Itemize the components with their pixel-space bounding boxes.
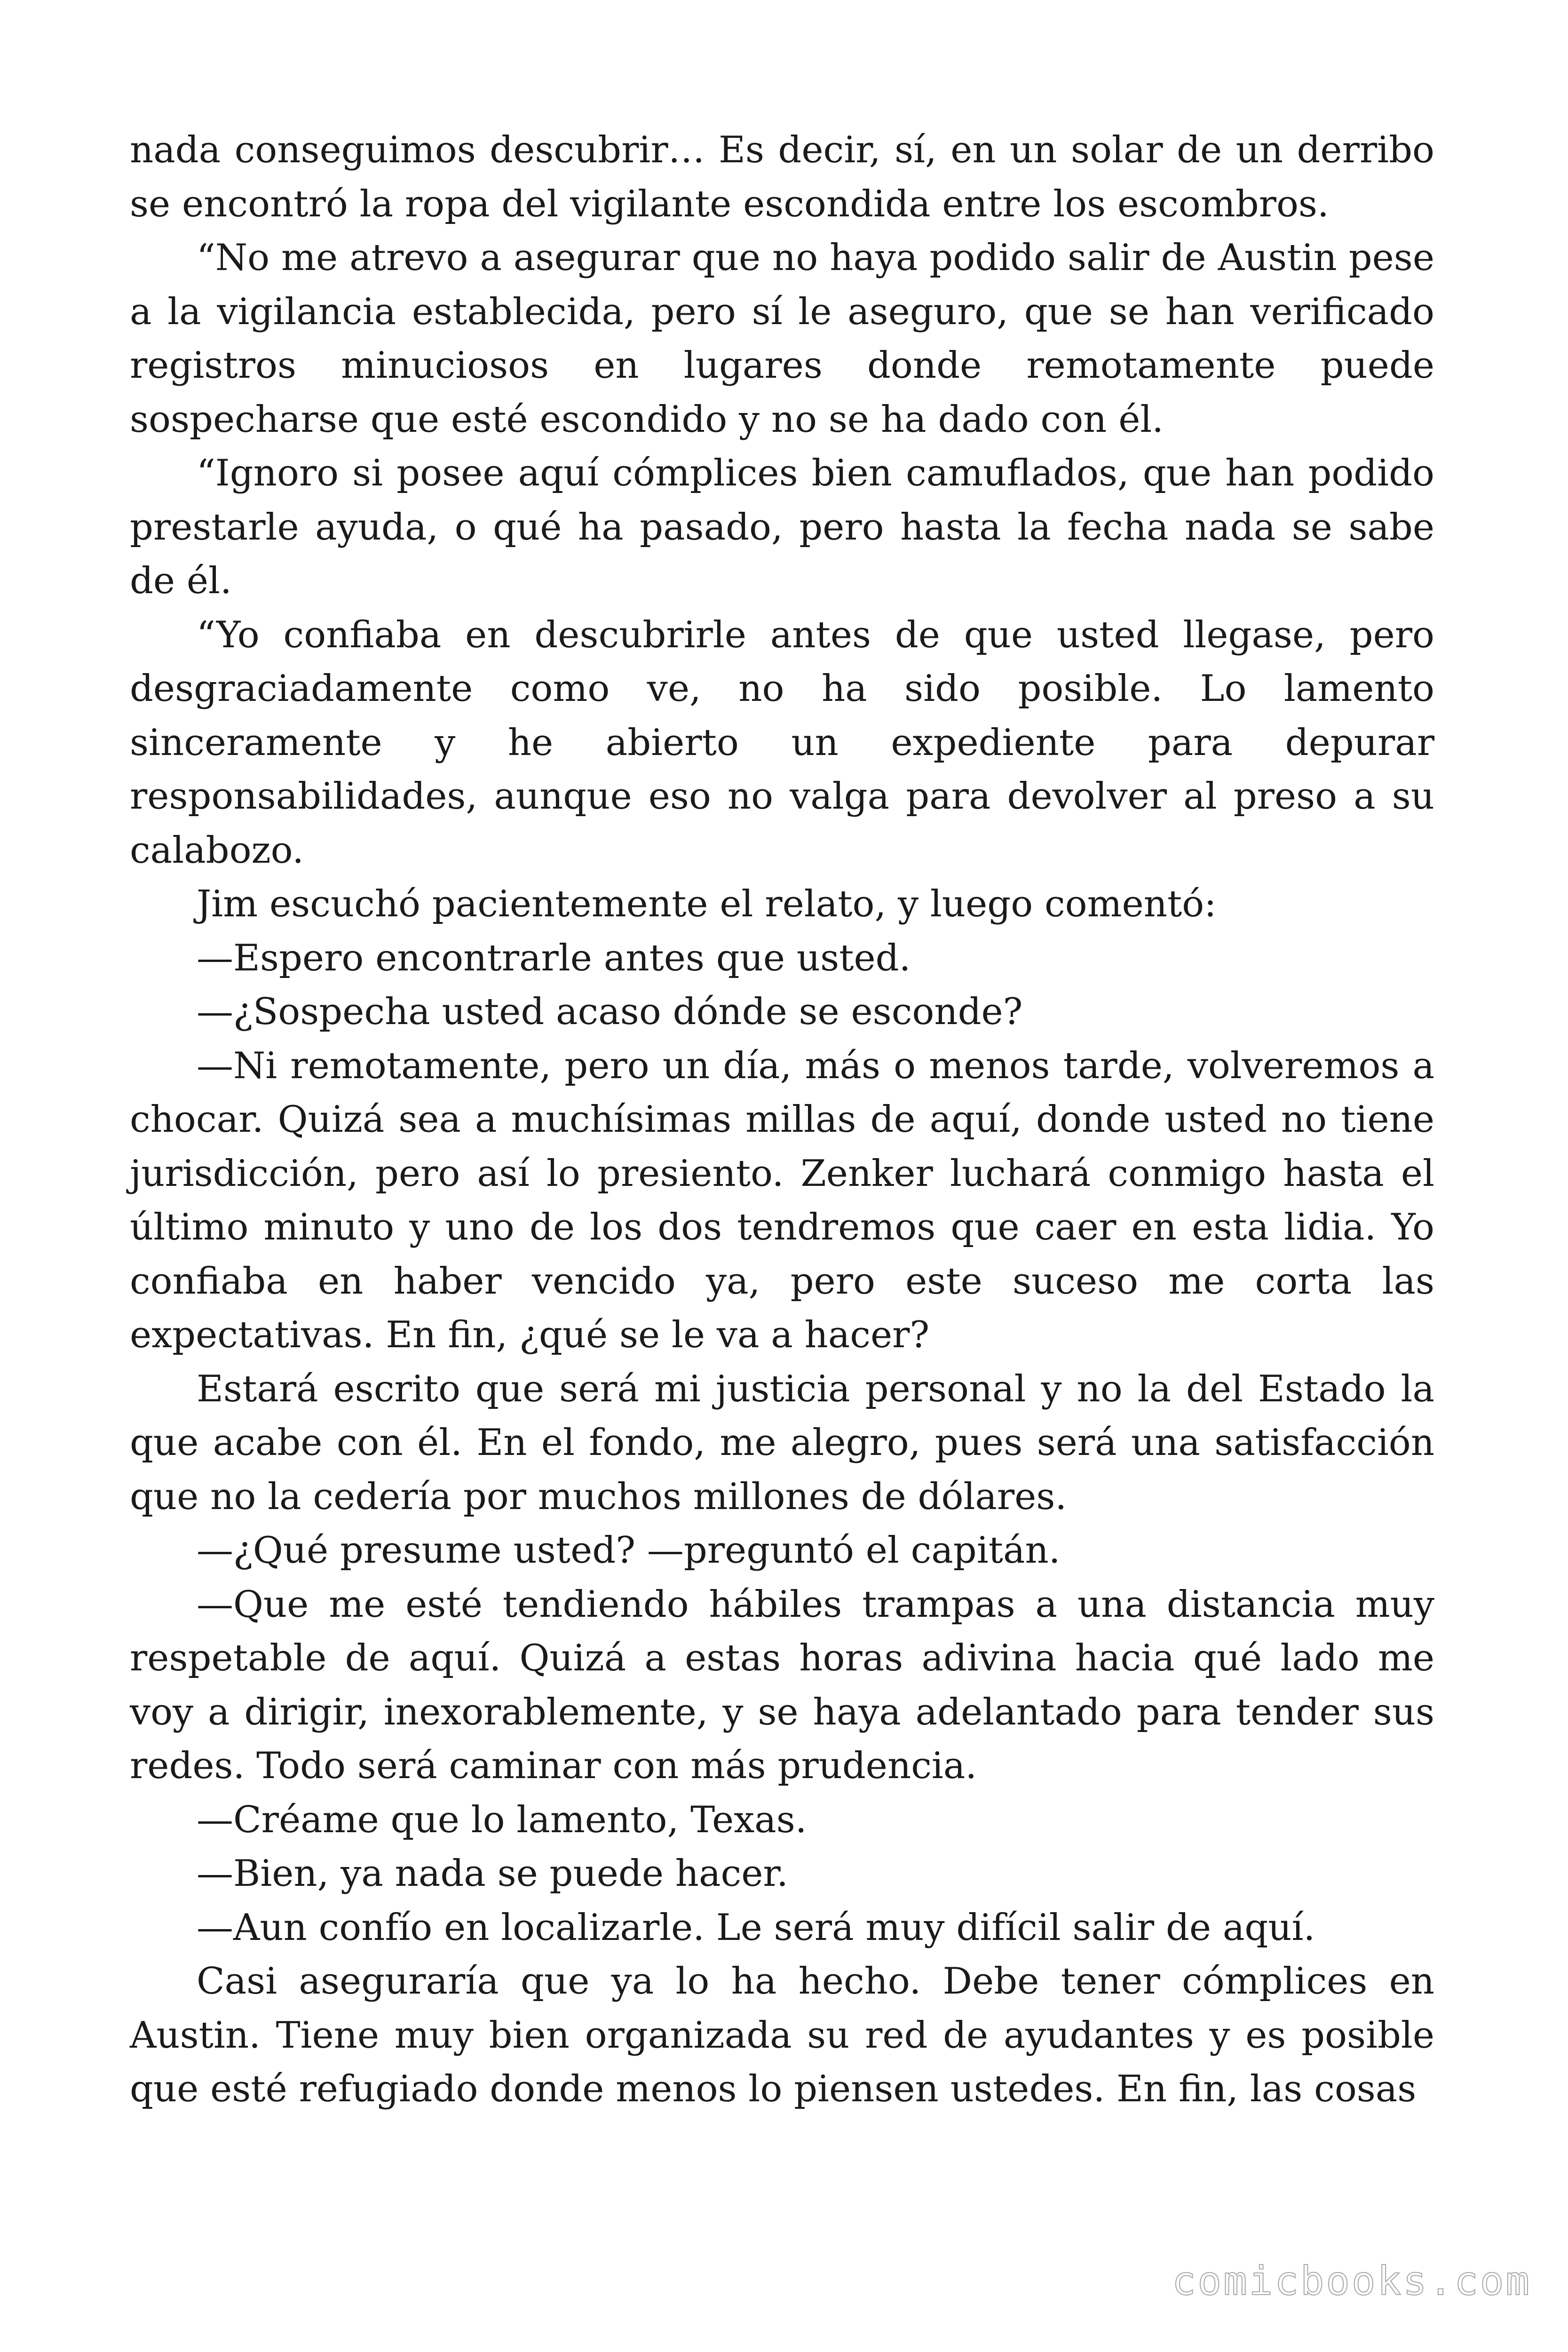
paragraph: Jim escuchó pacientemente el relato, y luego comentó: (197, 883, 1217, 925)
dialogue-line: —¿Sospecha usted acaso dónde se esconde? (197, 991, 1023, 1033)
body-text (130, 123, 1434, 2116)
dialogue-line: —Que me esté tendiendo hábiles trampas a una distancia muy respetable de aquí. Quizá a estas horas adivina hacia qué lado me voy a dirigir, inexorablemente, y se haya adelantado para tender sus redes. Todo será caminar con más prudencia. (130, 1583, 1434, 1787)
paragraph: nada conseguimos descubrir… Es decir, sí, en un solar de un derribo se encontró la ropa del vigilante escondida entre los escombros. (130, 129, 1434, 225)
paragraph: Casi aseguraría que ya lo ha hecho. Debe tener cómplices en Austin. Tiene muy bien organizada su red de ayudantes y es posible que esté refugiado donde menos lo piensen ustedes. En fin, las cosas (130, 1960, 1434, 2110)
watermark: comicbooks.com (1172, 2258, 1531, 2304)
dialogue-line: —Ni remotamente, pero un día, más o menos tarde, volveremos a chocar. Quizá sea a muchísimas millas de aquí, donde usted no tiene jurisdicción, pero así lo presiento. Zenker luchará conmigo hasta el último minuto y uno de los dos tendremos que caer en esta lidia. Yo confiaba en haber vencido ya, pero este suceso me corta las expectativas. En fin, ¿qué se le va a hacer? (130, 1044, 1434, 1356)
dialogue-line: —¿Qué presume usted? —preguntó el capitán. (197, 1529, 1061, 1572)
dialogue-line: —Créame que lo lamento, Texas. (197, 1798, 807, 1841)
dialogue-line: —Aun confío en localizarle. Le será muy difícil salir de aquí. (197, 1906, 1315, 1949)
paragraph: “No me atrevo a asegurar que no haya podido salir de Austin pese a la vigilancia establecida, pero sí le aseguro, que se han verificado registros minuciosos en lugares donde remotamente puede sospecharse que esté escondido y no se ha dado con él. (130, 237, 1434, 441)
paragraph: Estará escrito que será mi justicia personal y no la del Estado la que acabe con él. En el fondo, me alegro, pues será una satisfacción que no la cedería por muchos millones de dólares. (130, 1367, 1434, 1518)
dialogue-line: —Bien, ya nada se puede hacer. (197, 1852, 788, 1895)
paragraph: “Ignoro si posee aquí cómplices bien camuflados, que han podido prestarle ayuda, o qué ha pasado, pero hasta la fecha nada se sabe de él. (130, 452, 1434, 602)
dialogue-line: —Espero encontrarle antes que usted. (197, 937, 911, 979)
paragraph: “Yo confiaba en descubrirle antes de que usted llegase, pero desgraciadamente como ve, no ha sido posible. Lo lamento sinceramente y he abierto un expediente para depurar responsabilidades, aunque eso no valga para devolver al preso a su calabozo. (130, 613, 1434, 872)
